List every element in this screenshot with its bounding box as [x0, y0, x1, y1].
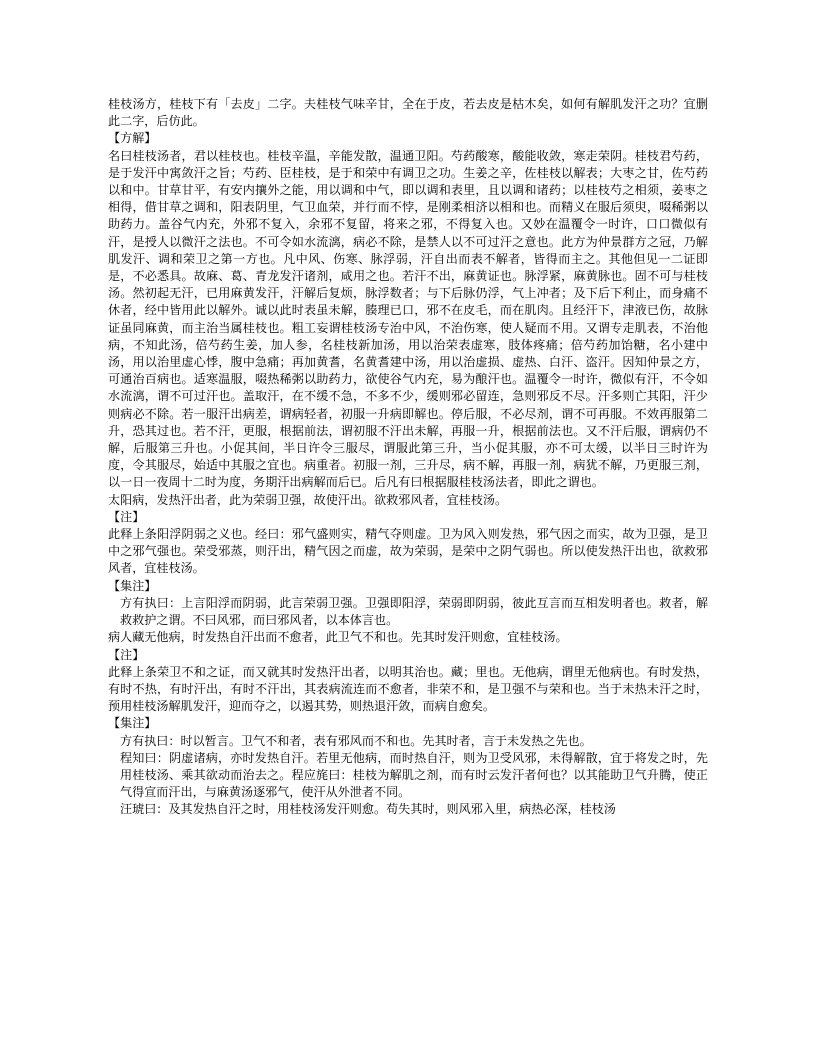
jizhu-2-paragraph-3: 汪琥曰：及其发热自汗之时，用桂枝汤发汗则愈。苟失其时，则风邪入里，病热必深，桂枝汤 [120, 802, 616, 817]
bingren-paragraph: 病人藏无他病，时发热自汗出而不愈者，此卫气不和也。先其时发汗则愈，宜桂枝汤。 [108, 630, 568, 645]
zhu-1-paragraph: 此释上条阳浮阴弱之义也。经曰：邪气盛则实，精气夺则虚。卫为风入则发热，邪气因之而实，故为卫强，是卫中之邪气强也。荣受邪蒸，则汗出，精气因之而虚，故为荣弱，是荣中之阴气弱也。所以使发热汗出也，欲救邪风者，宜桂枝汤。 [108, 527, 708, 576]
fangjie-paragraph: 名曰桂枝汤者，君以桂枝也。桂枝辛温，辛能发散，温通卫阳。芍药酸寒，酸能收敛，寒走荣阴。桂枝君芍药，是于发汗中寓敛汗之旨；芍药、臣桂枝，是于和荣中有调卫之功。生姜之辛，佐桂枝以解表；大枣之甘，佐芍药以和中。甘草甘平，有安内攘外之能，用以调和中气，即以调和表里，且以调和诸药；以桂枝芍之相须，姜枣之相得，借甘草之调和，阳表阴里，气卫血荣，并行而不悖，是刚柔相济以相和也。而精义在服后须臾，啜稀粥以助药力。盖谷气内充，外邪不复入，余邪不复留，将来之邪，不得复入也。又妙在温覆令一时许，口口微似有汗，是授人以微汗之法也。不可令如水流漓，病必不除，是禁人以不可过汗之意也。此方为仲景群方之冠，乃解肌发汗、调和荣卫之第一方也。凡中风、伤寒、脉浮弱，汗自出而表不解者，皆得而主之。其他但见一二证即是，不必悉具。故麻、葛、青龙发汗诸剂，咸用之也。若汗不出，麻黄证也。脉浮紧，麻黄脉也。固不可与桂枝汤。然初起无汗，已用麻黄发汗，汗解后复烦，脉浮数者；与下后脉仍浮，气上冲者；及下后下利止，而身痛不休者，经中皆用此以解外。诚以此时表虽未解，腠理已口，邪不在皮毛，而在肌肉。且经汗下，津液已伤，故脉证虽同麻黄，而主治当属桂枝也。粗工妄谓桂枝汤专治中风，不治伤寒，使人疑而不用。又谓专走肌表，不治他病，不知此汤，倍芍药生姜，加人参，名桂枝新加汤，用以治荣表虚寒，肢体疼痛；倍芍药加饴糖，名小建中汤，用以治里虚心悸，腹中急痛；再加黄耆，名黄耆建中汤，用以治虚损、虚热、白汗、盗汗。因知仲景之方，可通治百病也。适寒温服，啜热稀粥以助药力，欲使谷气内充，易为酿汗也。温覆令一时许，微似有汗，不令如水流漓，谓不可过汗也。盖取汗，在不缓不急，不多不少，缓则邪必留连，急则邪反不尽。汗多则亡其阳，汗少则病必不除。若一服汗出病差，谓病轻者，初服一升病即解也。停后服，不必尽剂，谓不可再服。不效再服第二升，恐其过也。若不汗，更服，根据前法，谓初服不汗出未解，再服一升，根据前法也。又不汗后服，谓病仍不解，后服第三升也。小促其间，半日许令三服尽，谓服此第三升，当小促其服，亦不可太缓，以半日三时许为度，令其服尽，始适中其服之宜也。病重者。初服一剂，三升尽，病不解，再服一剂，病犹不解，乃更服三剂，以一日一夜周十二时为度，务期汗出病解而后已。后凡有曰根据服桂枝汤法者，即此之谓也。 [108, 148, 708, 490]
section-heading-zhu-1: 【注】 [108, 509, 145, 524]
section-heading-fangjie: 【方解】 [108, 131, 157, 146]
jizhu-1-paragraph: 方有执曰：上言阳浮而阴弱，此言荣弱卫强。卫强即阳浮，荣弱即阴弱，彼此互言而互相发明者也。救者，解救救护之谓。不曰风邪，而曰邪风者，以本体言也。 [120, 595, 708, 628]
jizhu-2-paragraph-2: 程知曰：阴虚诸病，亦时发热自汗。若里无他病，而时热自汗，则为卫受风邪，未得解散，宜于将发之时，先用桂枝汤、乘其欲动而治去之。程应旄曰：桂枝为解肌之剂，而有时云发汗者何也？以其能助卫气升腾，使正气得宣而汗出，与麻黄汤逐邪气，使汗从外泄者不同。 [120, 750, 708, 800]
section-heading-zhu-2: 【注】 [108, 647, 145, 662]
zhu-2-paragraph: 此释上条荣卫不和之证，而又就其时发热汗出者，以明其治也。藏；里也。无他病，谓里无他病也。有时发热，有时不热，有时汗出，有时不汗出，其表病流连而不愈者，非荣不和，是卫强不与荣和也。当于未热未汗之时，预用桂枝汤解肌发汗，迎而夺之，以遏其势，则热退汗敛，而病自愈矣。 [108, 664, 708, 714]
intro-paragraph: 桂枝汤方，桂枝下有「去皮」二字。夫桂枝气味辛甘，全在于皮，若去皮是枯木矣，如何有解肌发汗之功？宜删此二字，后仿此。 [108, 97, 708, 129]
section-heading-jizhu-2: 【集注】 [108, 716, 157, 731]
document-body [108, 96, 708, 819]
jizhu-2-paragraph-1: 方有执曰：时以暂言。卫气不和者，表有邪风而不和也。先其时者，言于未发热之先也。 [120, 733, 592, 748]
taiyang-paragraph: 太阳病，发热汗出者，此为荣弱卫强，故使汗出。欲救邪风者，宜桂枝汤。 [108, 492, 508, 507]
section-heading-jizhu-1: 【集注】 [108, 578, 157, 593]
